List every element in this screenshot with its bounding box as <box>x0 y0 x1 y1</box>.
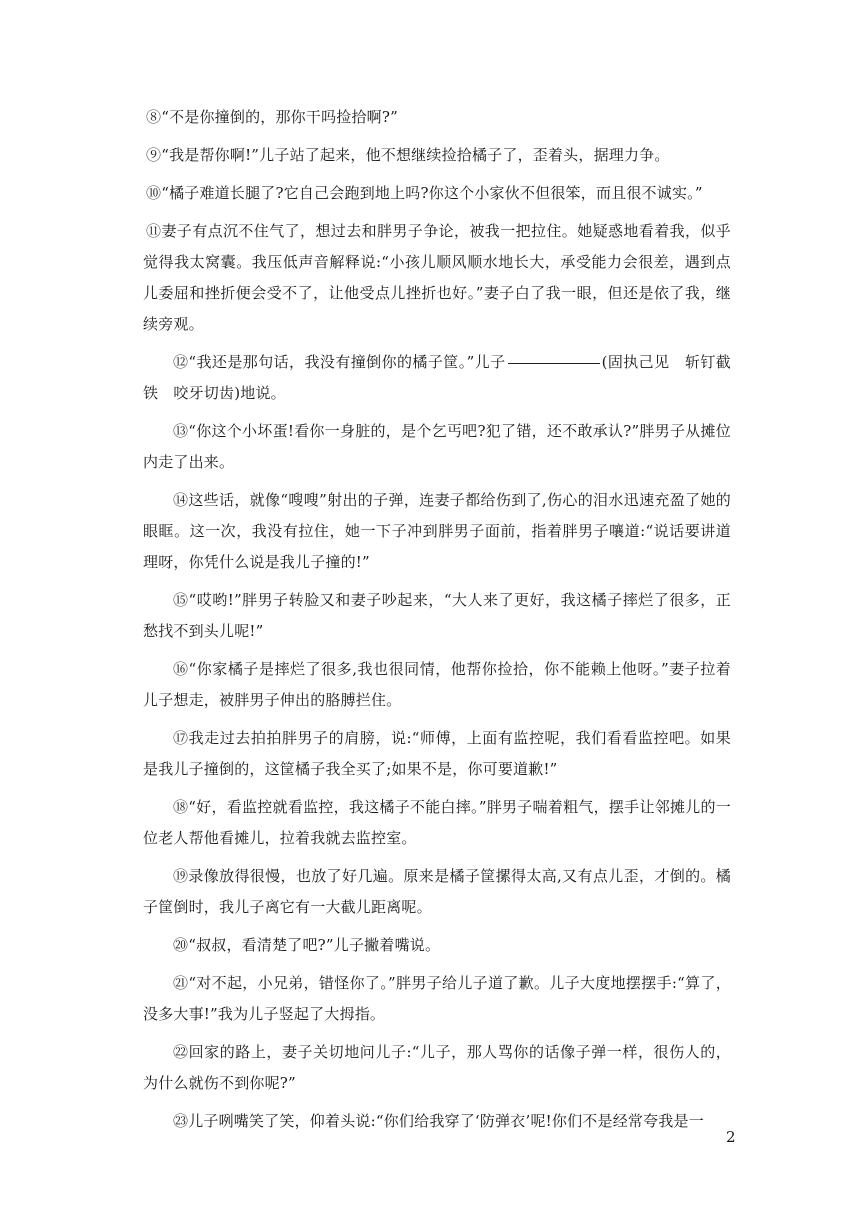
paragraph-10: ⑩“橘子难道长腿了?它自己会跑到地上吗?你这个小家伙不但很笨，而且很不诚实。” <box>146 184 703 202</box>
paragraph-18: ⑱“好，看监控就看监控，我这橘子不能白摔。”胖男子喘着粗气，摆手让邻摊儿的一位老人帮他看摊儿，拉着我就去监控室。 <box>143 798 731 847</box>
paragraph-13: ⑬“你这个小坏蛋!看你一身脏的，是个乞丐吧?犯了错，还不敢承认?”胖男子从摊位内走了出来。 <box>143 422 731 471</box>
paragraph-19: ⑲录像放得很慢，也放了好几遍。原来是橘子筐摞得太高,又有点儿歪，才倒的。橘子筐倒时，我儿子离它有一大截儿距离呢。 <box>143 867 731 916</box>
page-number: 2 <box>726 1128 736 1146</box>
paragraph-9: ⑨“我是帮你啊!”儿子站了起来，他不想继续捡拾橘子了，歪着头，据理力争。 <box>146 146 670 164</box>
paragraph-21: ㉑“对不起，小兄弟，错怪你了。”胖男子给儿子道了歉。儿子大度地摆摆手:“算了，没多大事!”我为儿子竖起了大拇指。 <box>143 974 731 1023</box>
paragraph-22: ㉒回家的路上，妻子关切地问儿子:“儿子，那人骂你的话像子弹一样，很伤人的，为什么就伤不到你呢?” <box>143 1043 731 1092</box>
paragraph-8: ⑧“不是你撞倒的，那你干吗捡拾啊?” <box>146 108 398 126</box>
fill-in-blank <box>508 362 600 364</box>
paragraph-14: ⑭这些话，就像“嗖嗖”射出的子弹，连妻子都给伤到了,伤心的泪水迅速充盈了她的眼眶。这一次，我没有拉住，她一下子冲到胖男子面前，指着胖男子嚷道:“说话要讲道理呀，你凭什么说是我儿子撞的!” <box>143 491 731 571</box>
paragraph-12-after: (固执己见 斩钉截铁 咬牙切齿)地说。 <box>143 353 731 402</box>
paragraph-15: ⑮“哎哟!”胖男子转脸又和妻子吵起来，“大人来了更好，我这橘子摔烂了很多，正愁找不到头儿呢!” <box>143 591 731 640</box>
paragraph-12-before: ⑫“我还是那句话，我没有撞倒你的橘子筐。”儿子 <box>173 353 506 371</box>
paragraph-17: ⑰我走过去拍拍胖男子的肩膀，说:“师傅，上面有监控呢，我们看看监控吧。如果是我儿子撞倒的，这筐橘子我全买了;如果不是，你可要道歉!” <box>143 729 731 778</box>
paragraph-23: ㉓儿子咧嘴笑了笑，仰着头说:“你们给我穿了‘防弹衣’呢!你们不是经常夸我是一 <box>173 1112 704 1130</box>
paragraph-11: ⑪妻子有点沉不住气了，想过去和胖男子争论，被我一把拉住。她疑惑地看着我，似乎觉得我太窝囊。我压低声音解释说:“小孩儿顺风顺水地长大，承受能力会很差，遇到点儿委屈和挫折便会受不了，让他受点儿挫折也好。”妻子白了我一眼，但还是依了我，继续旁观。 <box>143 222 731 333</box>
paragraph-12 <box>143 347 731 409</box>
article-body <box>143 102 731 1144</box>
paragraph-16: ⑯“你家橘子是摔烂了很多,我也很同情，他帮你捡拾，你不能赖上他呀。”妻子拉着儿子想走，被胖男子伸出的胳膊拦住。 <box>143 660 731 709</box>
paragraph-20: ⑳“叔叔，看清楚了吧?”儿子撇着嘴说。 <box>173 936 441 954</box>
